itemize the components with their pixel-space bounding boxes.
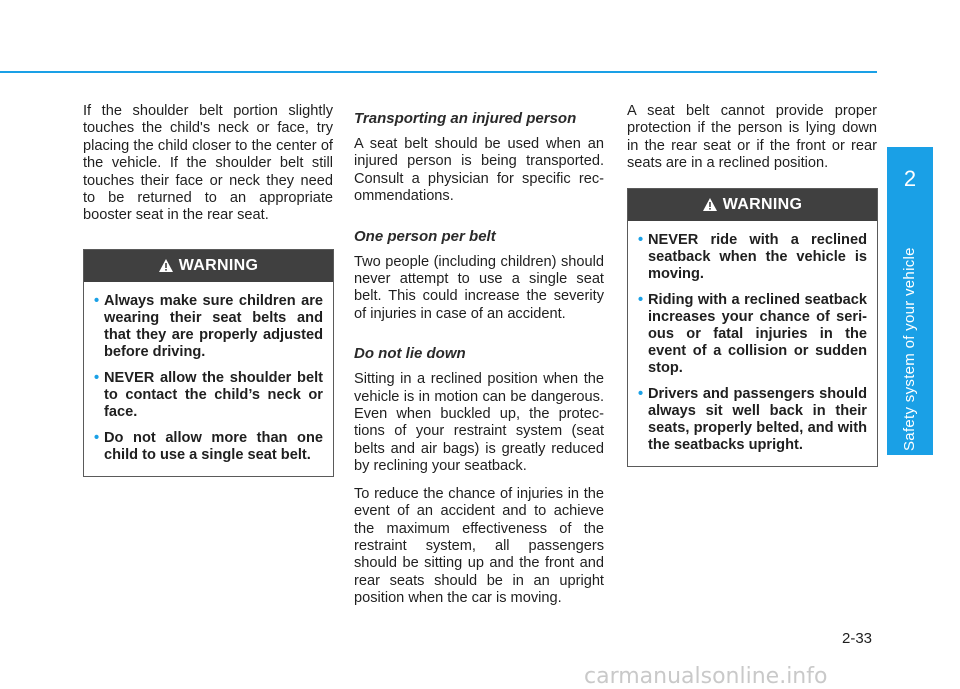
- chapter-number: 2: [903, 166, 917, 191]
- warning-item: • NEVER ride with a reclined seatback when the vehicle is moving.: [638, 231, 867, 282]
- bullet: •: [638, 385, 644, 402]
- paragraph-one-person: Two people (including children) should never attempt to use a single seat belt. This could increase the severity of injuries in case of an accident.: [354, 253, 604, 322]
- bullet: •: [638, 291, 644, 308]
- bullet: •: [94, 429, 100, 446]
- warning-item: • Do not allow more than one child to use a single seat belt.: [94, 429, 323, 463]
- warning-header: [84, 250, 333, 282]
- warning-list: [84, 282, 333, 476]
- paragraph-transporting: A seat belt should be used when an injured person is being transported. Consult a physician for specific rec-ommendations.: [354, 136, 604, 205]
- warning-list: [628, 221, 877, 466]
- heading-one-person-per-belt: One person per belt: [354, 227, 496, 245]
- chapter-label: Safety system of your vehicle: [901, 247, 918, 451]
- reclined-paragraph: A seat belt cannot provide proper protection if the person is lying down in the rear seat or if the front or rear seats are in a reclined position.: [627, 103, 877, 172]
- bullet: •: [94, 292, 100, 309]
- warning-triangle-icon: [159, 259, 173, 272]
- page-number: 2-33: [842, 630, 873, 647]
- warning-triangle-icon: [703, 198, 717, 211]
- header-rule: [0, 71, 877, 73]
- paragraph-lie-down-1: Sitting in a reclined position when the vehicle is in motion can be dangerous. Even when buckled up, the protec-tions of your restraint system (seat belts and air bags) is greatly reduced by reclining your seatback.: [354, 371, 604, 475]
- heading-do-not-lie-down: Do not lie down: [354, 345, 466, 363]
- paragraph-lie-down-2: To reduce the chance of injuries in the event of an accident and to achieve the maximum effectiveness of the restraint system, all passengers should be sitting up and the front and rear seats should be in an upright position when the car is moving.: [354, 485, 604, 607]
- watermark: carmanualsonline.info: [584, 664, 828, 689]
- chapter-tab: [887, 147, 933, 455]
- warning-box-children: [83, 249, 334, 477]
- warning-title: WARNING: [722, 195, 803, 213]
- bullet: •: [94, 369, 100, 386]
- warning-item: • Always make sure children are wearing their seat belts and that they are properly adjusted before driving.: [94, 292, 323, 360]
- warning-box-reclined: [627, 188, 878, 467]
- warning-item: • Drivers and passengers should always sit well back in their seats, properly belted, and with the seatbacks upright.: [638, 385, 867, 453]
- warning-header: [628, 189, 877, 221]
- shoulder-belt-paragraph: If the shoulder belt portion slightly touches the child's neck or face, try placing the child closer to the center of the vehicle. If the shoulder belt still touches their face or neck they need to be returned to an appropriate booster seat in the rear seat.: [83, 103, 333, 224]
- column-2: [354, 110, 604, 618]
- bullet: •: [638, 231, 644, 248]
- warning-item: • NEVER allow the shoulder belt to contact the child’s neck or face.: [94, 369, 323, 420]
- warning-item: • Riding with a reclined seatback increases your chance of seri-ous or fatal injuries in the event of a collision or sudden stop.: [638, 291, 867, 376]
- heading-transporting-injured: Transporting an injured person: [354, 110, 577, 127]
- column-3: [627, 103, 877, 467]
- column-1: [83, 103, 333, 477]
- warning-title: WARNING: [178, 256, 259, 274]
